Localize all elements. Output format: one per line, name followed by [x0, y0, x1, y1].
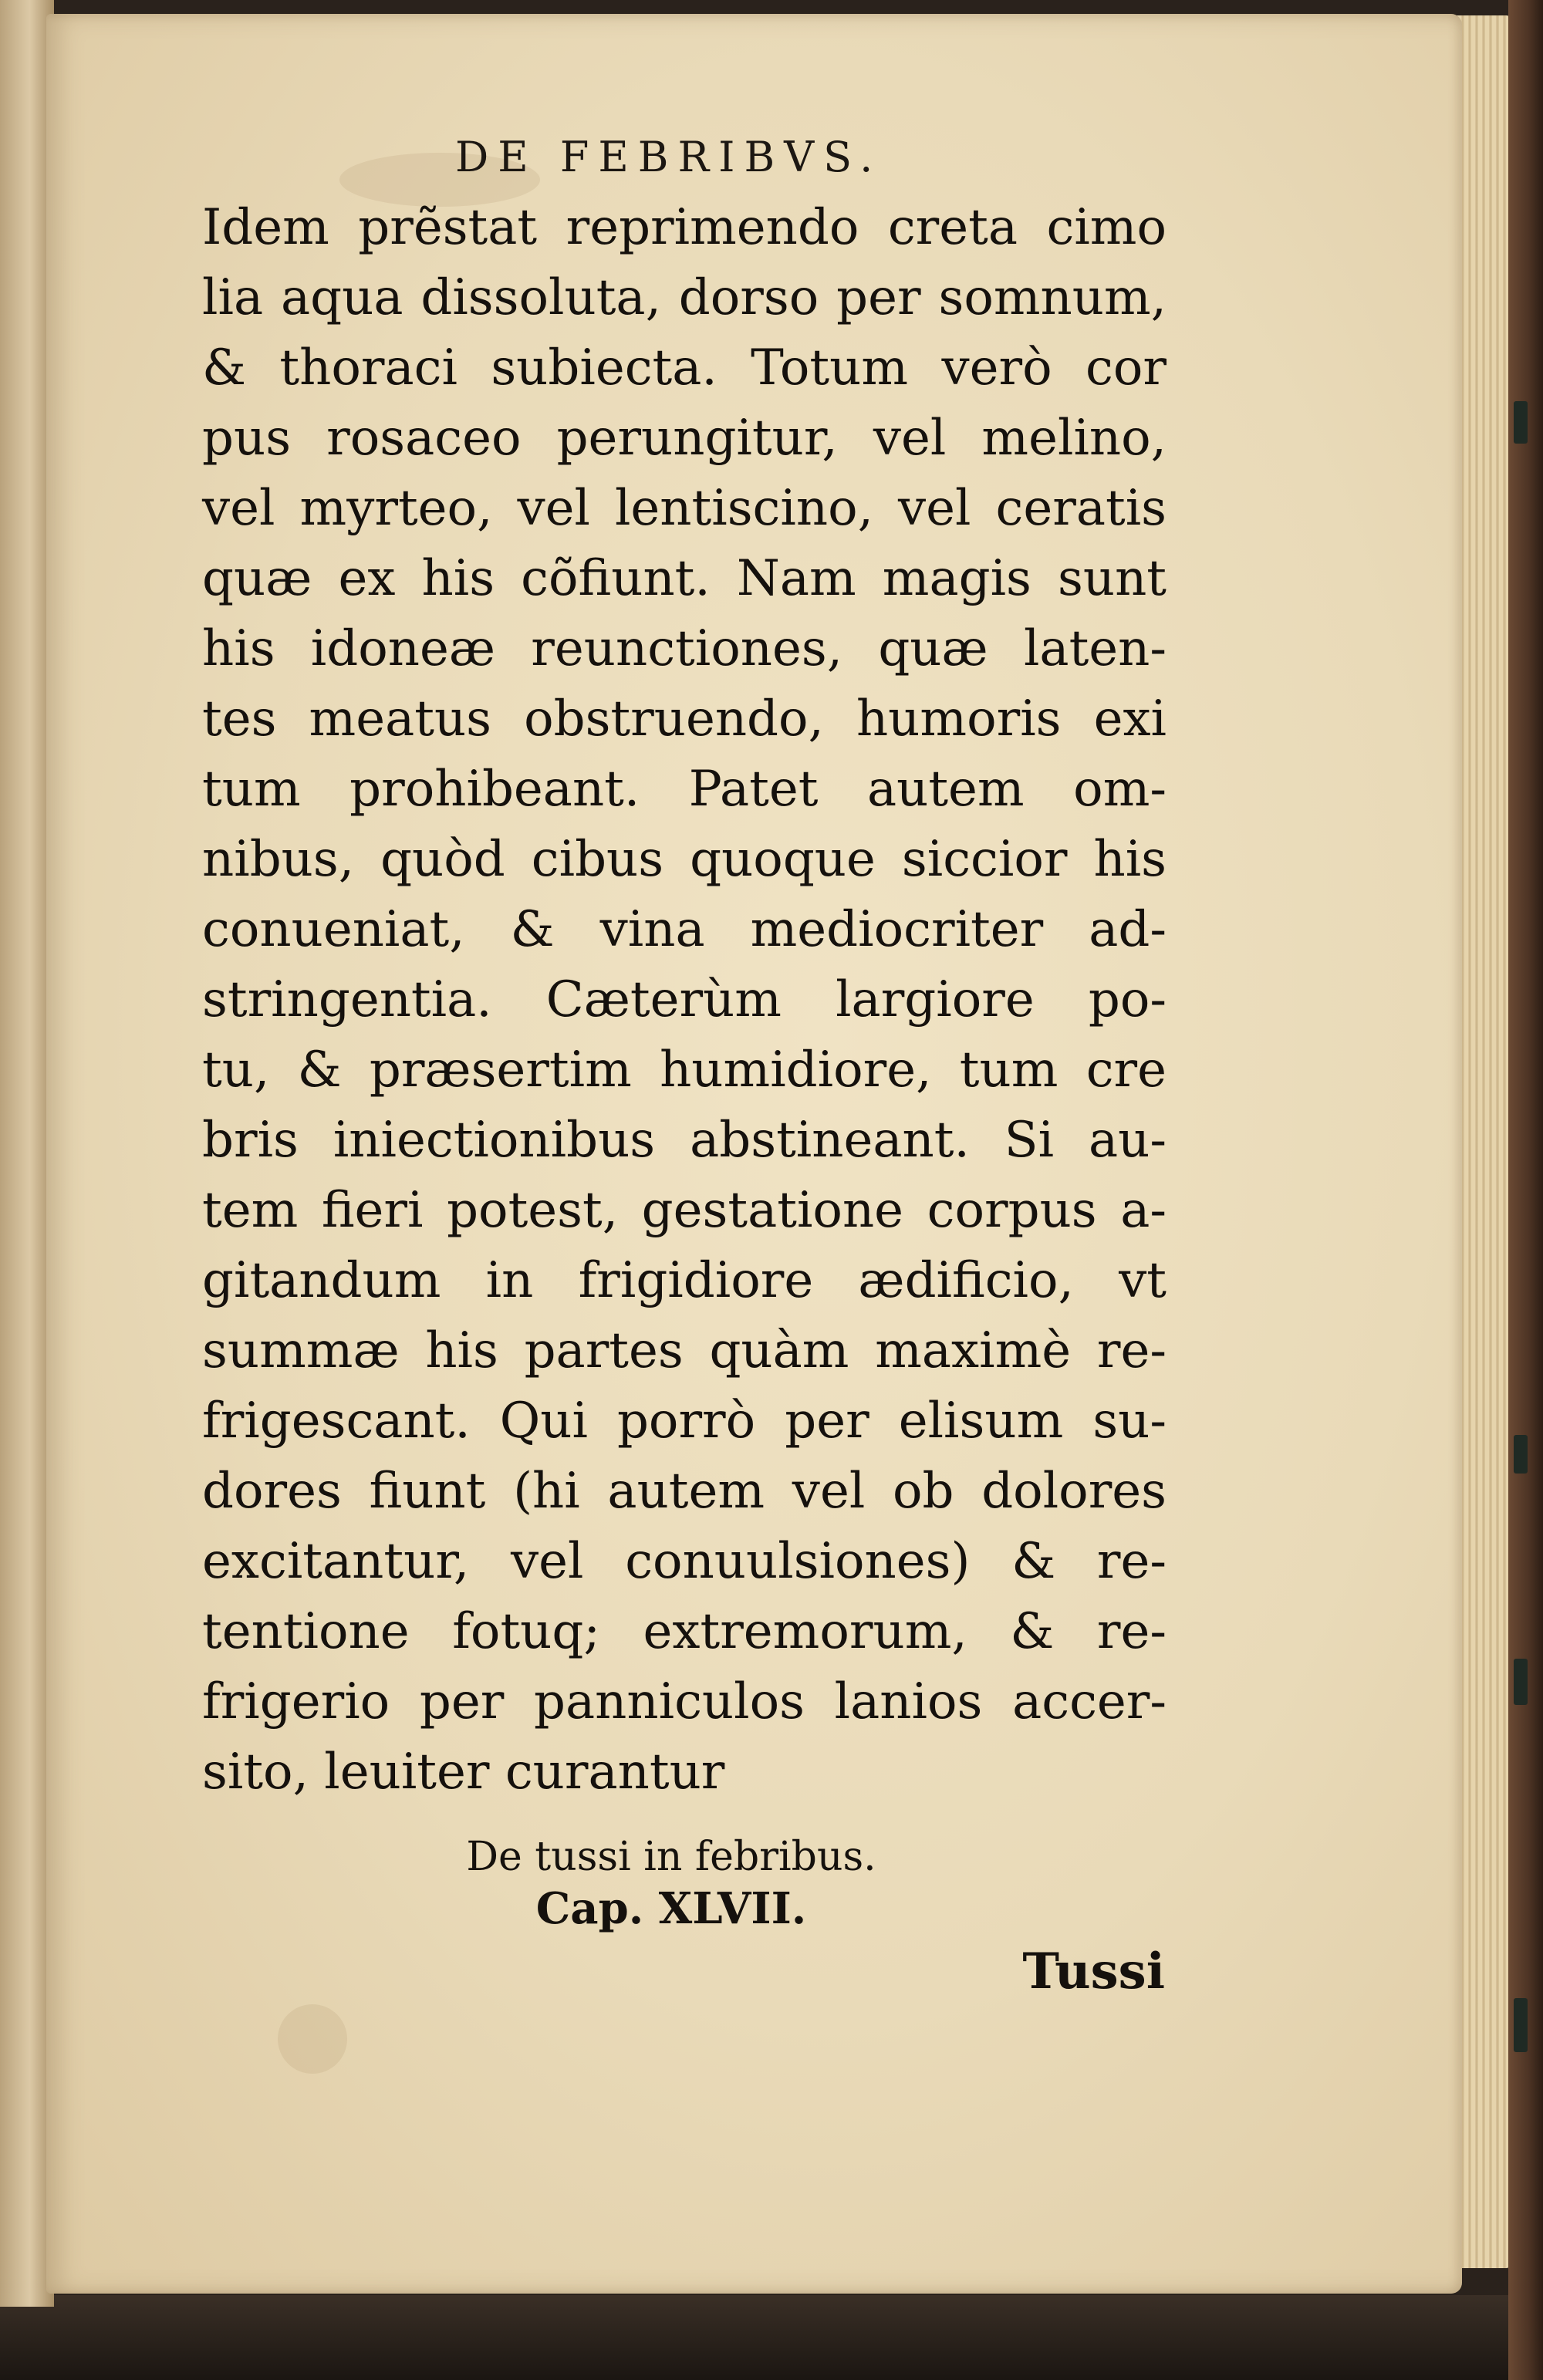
- text-line: pus rosaceo perungitur, vel melino,: [202, 410, 1167, 467]
- text-line: Idem prẽstat reprimendo creta cimo: [202, 199, 1167, 256]
- binding-mark: [1514, 1659, 1528, 1705]
- text-line: dores fiunt (hi autem vel ob dolores: [202, 1463, 1167, 1520]
- text-line: frigescant. Qui porrò per elisum su-: [202, 1393, 1167, 1450]
- binding-mark: [1514, 1998, 1528, 2052]
- text-line: quæ ex his cõfiunt. Nam magis sunt: [202, 550, 1167, 607]
- text-line: tu, & præsertim humidiore, tum cre: [202, 1041, 1167, 1099]
- text-line: nibus, quòd cibus quoque siccior his: [202, 831, 1167, 888]
- paper-stain: [278, 2004, 347, 2074]
- text-line: gitandum in frigidiore ædificio, vt: [202, 1252, 1167, 1309]
- chapter-heading: [432, 1832, 910, 1936]
- text-line: tes meatus obstruendo, humoris exi: [202, 690, 1167, 748]
- binding-mark: [1514, 1435, 1528, 1474]
- binding-mark: [1514, 401, 1528, 444]
- text-line: lia aqua dissoluta, dorso per somnum,: [202, 269, 1167, 326]
- text-line: tentione fotuq; extremorum, & re-: [202, 1603, 1167, 1660]
- chapter-number: Cap. XLVII.: [535, 1883, 807, 1934]
- text-line: & thoraci subiecta. Totum verò cor: [202, 339, 1167, 397]
- table-surface: [0, 2295, 1543, 2380]
- text-line: bris iniectionibus abstineant. Si au-: [202, 1112, 1167, 1169]
- text-line: tem fieri potest, gestatione corpus a-: [202, 1182, 1167, 1239]
- chapter-title: De tussi in febribus.: [466, 1834, 876, 1880]
- text-line: vel myrteo, vel lentiscino, vel ceratis: [202, 480, 1167, 537]
- catchword: Tussi: [1022, 1943, 1165, 2000]
- text-line: his idoneæ reunctiones, quæ laten-: [202, 620, 1167, 677]
- text-line: stringentia. Cæterùm largiore po-: [202, 971, 1167, 1028]
- running-head: DE FEBRIBVS.: [455, 133, 883, 181]
- text-line: conueniat, & vina mediocriter ad-: [202, 901, 1167, 958]
- body-text: [202, 193, 1167, 1808]
- text-line: tum prohibeant. Patet autem om-: [202, 761, 1167, 818]
- text-line: excitantur, vel conuulsiones) & re-: [202, 1533, 1167, 1590]
- text-line: frigerio per panniculos lanios accer-: [202, 1673, 1167, 1730]
- text-line: summæ his partes quàm maximè re-: [202, 1322, 1167, 1379]
- text-line: sito, leuiter curantur: [202, 1744, 725, 1801]
